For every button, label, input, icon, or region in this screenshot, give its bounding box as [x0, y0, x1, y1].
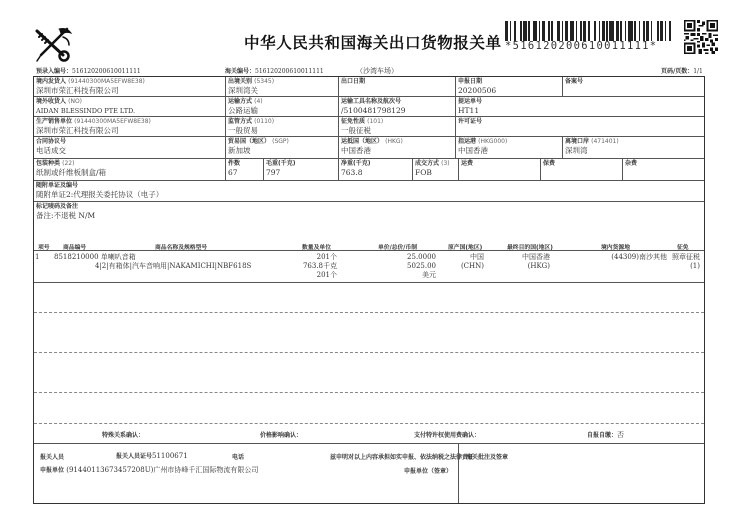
field-gross-weight: 毛重(千克) 797 — [264, 159, 339, 181]
field-transport-mode: 运输方式 (4) 公路运输 — [226, 97, 339, 117]
field-contract-no: 合同协议号 电话成交 — [34, 137, 226, 159]
row-divider — [34, 352, 704, 353]
customs-emblem-icon — [33, 25, 73, 63]
customs-remark-label: 海关批注及签章 — [466, 454, 509, 461]
pre-entry-number: 预录入编号：516120200610011111 — [36, 68, 141, 75]
field-supervision: 监管方式 (0110) 一般贸易 — [226, 117, 339, 137]
field-insurance: 保费 — [541, 159, 623, 181]
phone-label: 电话 — [232, 454, 245, 461]
field-destination-port: 指运港 (HKG000) 中国香港 — [456, 137, 563, 159]
field-marks: 标记唛码及备注 备注:不退税 N/M — [36, 203, 96, 220]
declarant-cert: 报关人员证号51100671 — [116, 452, 188, 460]
col-item-no: 项号 — [38, 245, 50, 251]
field-destination-country: 运抵国（地区） (HKG) 中国香港 — [339, 137, 456, 159]
confirmation-row — [34, 424, 704, 444]
field-license-no: 许可证号 — [456, 117, 704, 137]
field-package-type: 包装种类 (22) 纸制或纤维板制盒/箱 — [34, 159, 226, 181]
qr-code-icon — [684, 20, 718, 54]
barcode — [505, 21, 675, 41]
field-attached-docs: 随附单证及编号 随附单证2:代理报关委托协议（电子） — [34, 181, 704, 202]
field-net-weight: 净重(千克) 763.8 — [339, 159, 413, 181]
col-name-spec: 商品名称及规格型号 — [155, 245, 208, 251]
row-divider — [34, 312, 704, 313]
barcode-bar — [671, 21, 674, 41]
field-transaction-mode: 成交方式 (3) FOB — [413, 159, 459, 181]
col-origin: 原产国(地区) — [448, 245, 483, 251]
field-levy-nature: 征免性质 (101) 一般征税 — [339, 117, 456, 137]
declaration-form — [33, 76, 705, 504]
field-freight: 运费 — [459, 159, 541, 181]
field-trade-country: 贸易国（地区） (SGP) 新加坡 — [226, 137, 339, 159]
self-pay: 自报自缴：否 — [587, 431, 625, 439]
col-qty-unit: 数量及单位 — [302, 245, 331, 251]
document-title: 中华人民共和国海关出口货物报关单 — [244, 34, 502, 52]
field-overseas-consignee: 境外收货人 (NO) AIDAN BLESSINDO PTE LTD. — [34, 97, 226, 117]
col-levy: 征免 — [677, 245, 689, 251]
footer-divider — [458, 444, 459, 503]
field-domestic-shipper: 境内发货人 (91440300MA5EFW8E38) 深圳市荣汇科技有限公司 — [34, 77, 226, 97]
field-vehicle: 运输工具名称及航次号 /5100481798129 — [339, 97, 456, 117]
seal-label: 申报单位（签章） — [404, 468, 453, 475]
col-price: 单价/总价/币制 — [378, 245, 418, 251]
col-hs-code: 商品编号 — [63, 245, 87, 251]
special-relation-confirm: 特殊关系确认： — [102, 432, 145, 439]
page-indicator: 页码/页数：1/1 — [661, 68, 703, 75]
declarant-label: 报关人员 — [40, 454, 65, 461]
goods-table-header — [34, 240, 704, 251]
col-final-dest: 最终目的国(地区) — [507, 245, 553, 251]
field-exit-customs: 出境关别 (5345) 深圳湾关 — [226, 77, 339, 97]
field-misc-fee: 杂费 — [623, 159, 704, 181]
field-record-no: 备案号 — [563, 77, 704, 97]
field-exit-port: 离境口岸 (471401) 深圳湾 — [563, 137, 704, 159]
barcode-text: *516120200610011111* — [505, 40, 658, 52]
row-divider — [34, 392, 704, 393]
declaration-footer — [34, 444, 704, 503]
field-producer: 生产销售单位 (91440300MA5EFW8E38) 深圳市荣汇科技有限公司 — [34, 117, 226, 137]
statement: 兹申明对以上内容承担如实申报、依法纳税之法律责任 — [330, 454, 475, 461]
field-pieces: 件数 67 — [226, 159, 264, 181]
col-source: 境内货源地 — [601, 245, 630, 251]
customs-site: （沙湾车场） — [356, 67, 398, 75]
field-declare-date: 申报日期 20200506 — [456, 77, 563, 97]
declaring-unit: 申报单位 (91440113673457208U)广州市协峰千汇国际物流有限公司 — [40, 466, 259, 474]
field-export-date: 出口日期 — [339, 77, 456, 97]
customs-number: 海关编号：516120200610011111 — [225, 68, 324, 75]
price-impact-confirm: 价格影响确认： — [260, 432, 303, 439]
field-bill-no: 提运单号 HT11 — [456, 97, 704, 117]
royalty-confirm: 支付特许权使用费确认： — [414, 432, 481, 439]
goods-row: 1 8518210000 单喇叭音箱 4|2|有箱体|汽车音响用|NAKAMICHI|NBF618S 201个 763.8千克 201个 25.0000 5025.00 美元 中国 (CHN) 中国香港 (HKG) (44309)南沙其他 照章征税 (1) — [34, 252, 704, 283]
